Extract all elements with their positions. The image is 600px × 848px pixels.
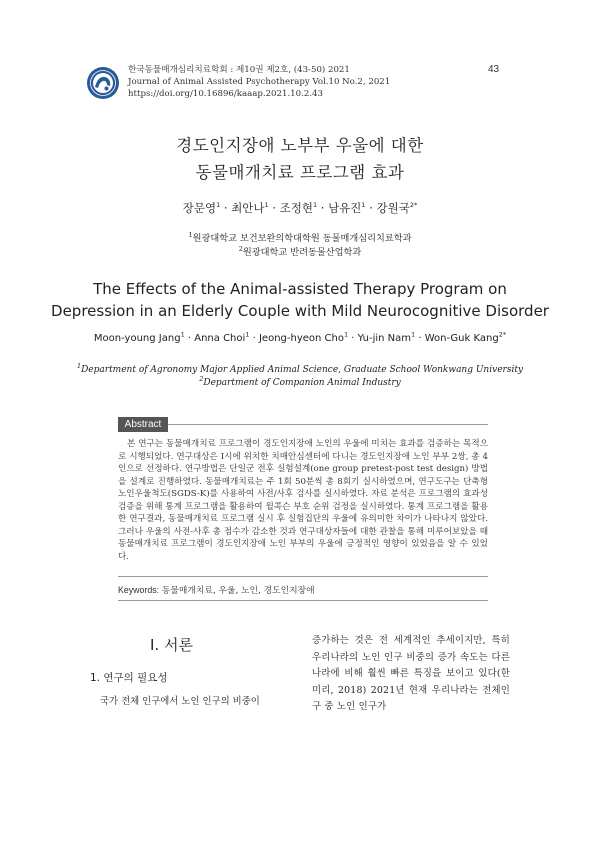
author-ko-2: 최안나$^1$ [231,201,269,215]
keywords-text: 동물매개치료, 우울, 노인, 경도인지장애 [161,586,315,596]
korean-title-line-1: 경도인지장애 노부부 우울에 대한 [176,136,424,155]
author-ko-1: 장문영$^1$ [182,201,221,215]
author-en-2: Anna Choi$^1$ [194,330,250,344]
english-title-line-1: The Effects of the Animal-assisted Therapy Program on [93,280,507,298]
abstract-text: 본 연구는 동물매개치료 프로그램이 경도인지장애 노인의 우울에 미치는 효과를 검증하는 목적으로 시행되었다. 연구대상은 I시에 위치한 치매안심센터에 다니는 경도인지장애 노인 부부 2쌍, 총 4인으로 선정하다. 연구방법은 단일군 전후 실험설계(one group pretest-post test design) 방법을 설계로 진행하였다. 동물매개치료는 주 1회 50분씩 총 8회기 실시하였으며, 연구도구는 단축형 노인우울척도(SGDS-K)를 사용하여 사전/사후 검사를 실시하였다. 자료 분석은 프로그램의 효과성 검증을 위해 통계 프로그램을 활용하여 윌콕슨 부호 순위 검정을 실시하였다. 통계 프로그램을 활용한 연구결과, 동물매개치료 프로그램 실시 후 실험집단의 우울에 유의미한 차이가 나타나지 않았다. 그러나 우울의 사전-사후 총 점수가 감소한 것과 연구대상자들에 대한 관찰을 통해 미루어보았을 때 동물매개치료 프로그램이 경도인지장애 노인 부부의 우울에 긍정적인 영향이 있었음을 알 수 있었다. [118,439,488,562]
author-en-4: Yu-jin Nam$^1$ [357,330,416,344]
right-column-text: 증가하는 것은 전 세계적인 추세이지만, 특히 우리나라의 노인 인구 비중의 증가 속도는 다른 나라에 비해 훨씬 빠른 특징을 보이고 있다(한미리, 2018) 2021년 현재 우리나라는 전체인구 중 노인 인구가 [312,635,510,712]
keywords-label: Keywords: [118,585,160,595]
korean-title [0,132,600,186]
journal-name-ko: 한국동물매개심리치료학회 : 제10권 제2호, (43-50) 2021 [128,65,350,75]
author-ko-5: 강원국$^{2*}$ [376,201,418,215]
korean-title-line-2: 동물매개치료 프로그램 효과 [195,163,405,182]
korean-authors: 장문영$^1$ · 최안나$^1$ · 조정현$^1$ · 남유진$^1$ · 강원국$^{2*}$ [182,201,418,215]
journal-header [128,64,390,100]
doi-link[interactable]: https://doi.org/10.16896/kaaap.2021.10.2.43 [128,89,323,99]
keywords [118,583,315,596]
page-number: 43 [488,64,500,75]
author-en-1: Moon-young Jang$^1$ [93,330,185,344]
abstract-middle-rule [118,576,488,577]
affiliation-ko-1: $^1$원광대학교 보건보완의학대학원 동물매개심리치료학과 [188,230,412,244]
journal-seal-icon [86,66,120,100]
english-title-line-2: Depression in an Elderly Couple with Mild Neurocognitive Disorder [51,302,549,320]
author-en-5: Won-Guk Kang$^{2*}$ [424,330,507,344]
abstract-label: Abstract [118,417,168,432]
affiliation-en-1: $^1$Department of Agronomy Major Applied Animal Science, Graduate School Wonkwang University [76,362,524,375]
english-title [0,278,600,322]
abstract-bottom-rule [118,600,488,601]
section-heading: Ⅰ. 서론 [150,636,193,654]
author-en-3: Jeong-hyeon Cho$^1$ [258,330,349,344]
author-ko-3: 조정현$^1$ [279,201,318,215]
subsection-heading: 1. 연구의 필요성 [90,672,168,684]
journal-name-en: Journal of Animal Assisted Psychotherapy Vol.10 No.2, 2021 [128,77,391,87]
abstract-body [118,438,488,563]
affiliation-en-2: $^2$Department of Companion Animal Industry [199,375,401,388]
author-ko-4: 남유진$^1$ [328,201,366,215]
english-authors: Moon-young Jang$^1$ · Anna Choi$^1$ · Jeong-hyeon Cho$^1$ · Yu-jin Nam$^1$ · Won-Guk Kang$^{2*}$ [93,330,507,344]
affiliation-ko-2: $^2$원광대학교 반려동물산업학과 [238,244,362,258]
korean-affiliations [0,232,600,260]
english-affiliations [0,364,600,390]
left-column-text: 국가 전체 인구에서 노인 인구의 비중이 [100,696,260,707]
abstract-top-rule [118,424,488,425]
